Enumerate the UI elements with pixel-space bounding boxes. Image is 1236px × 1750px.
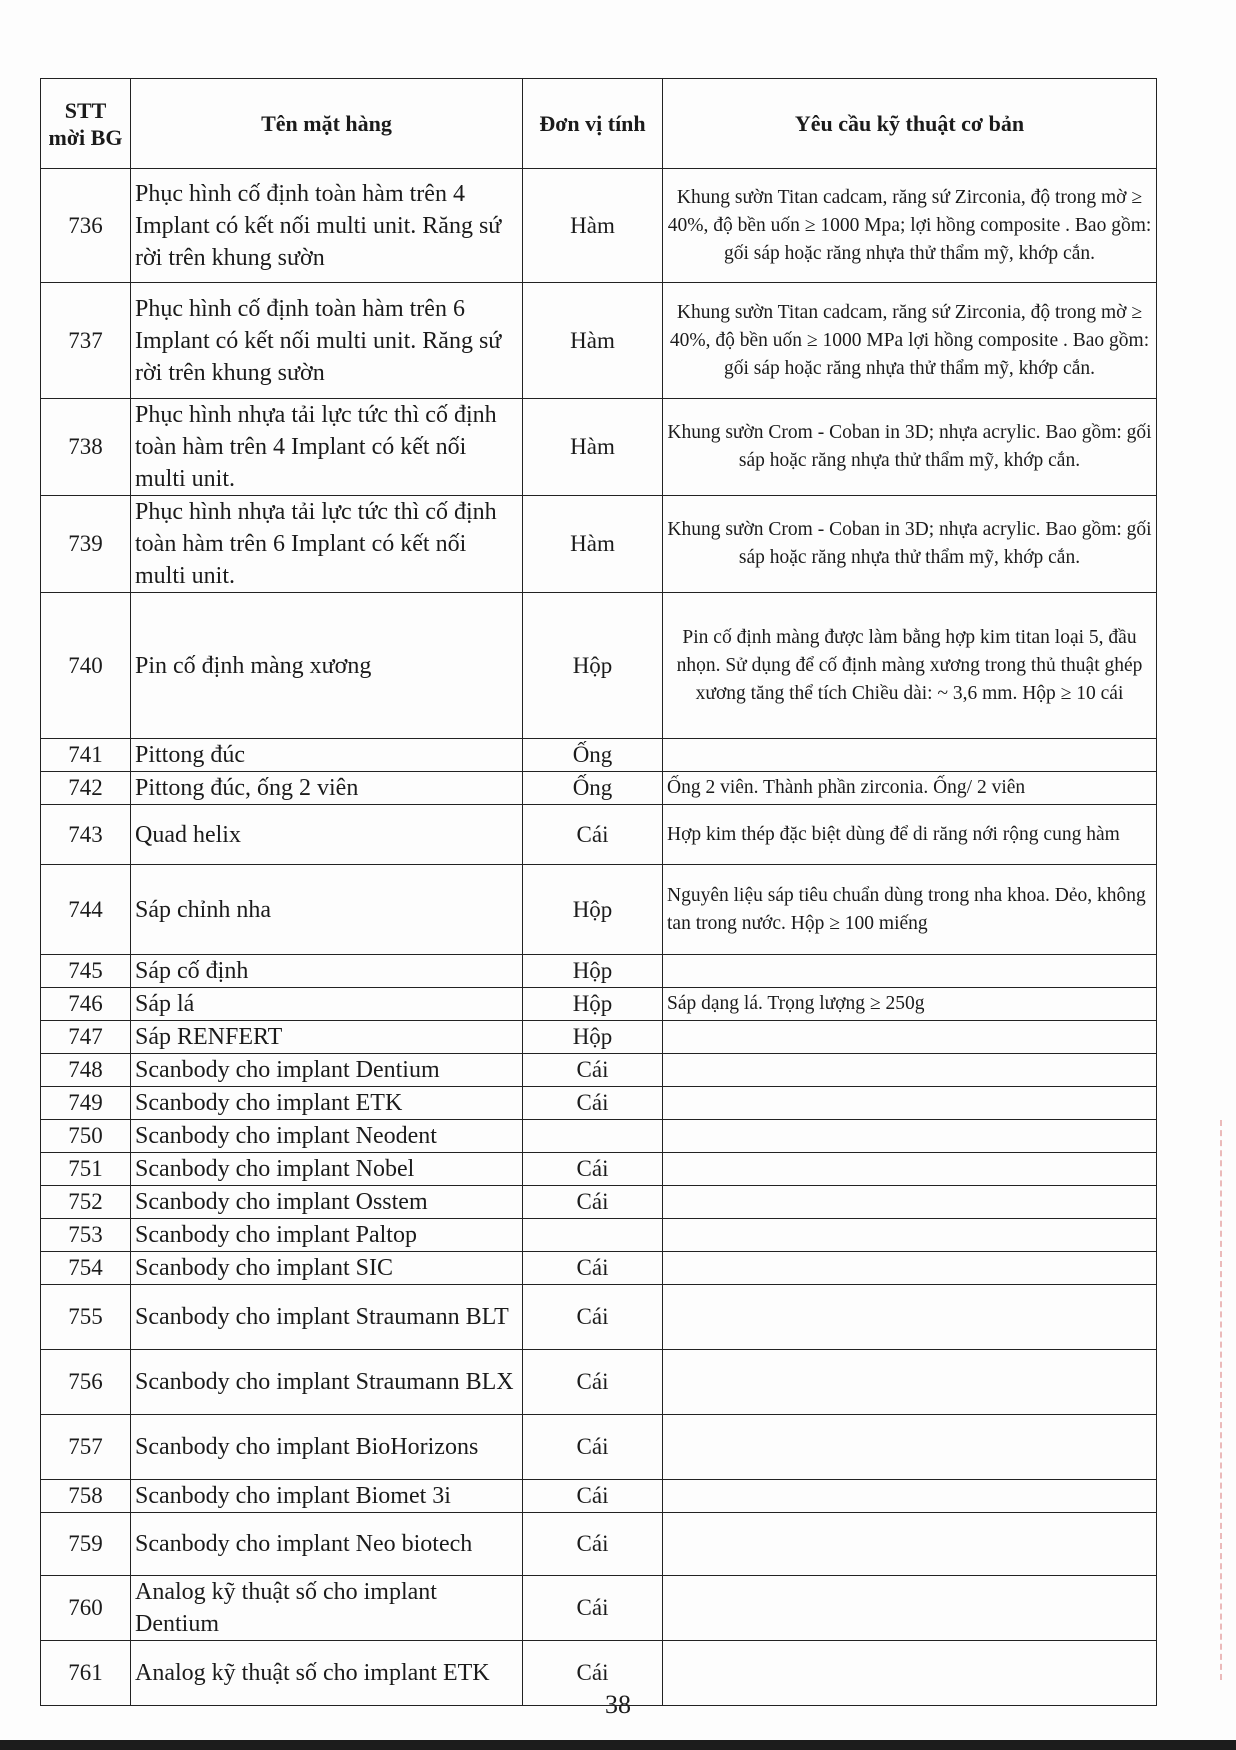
row-unit: Hộp bbox=[523, 865, 663, 955]
row-stt: 751 bbox=[41, 1153, 131, 1186]
row-name: Analog kỹ thuật số cho implant ETK bbox=[131, 1641, 523, 1706]
table-row bbox=[41, 1087, 1157, 1120]
row-unit: Cái bbox=[523, 1087, 663, 1120]
table-row bbox=[41, 1285, 1157, 1350]
row-name: Pittong đúc bbox=[131, 739, 523, 772]
row-stt: 738 bbox=[41, 399, 131, 496]
scan-edge-marks bbox=[1210, 1120, 1222, 1680]
table-row bbox=[41, 1120, 1157, 1153]
row-unit: Cái bbox=[523, 805, 663, 865]
table-row bbox=[41, 988, 1157, 1021]
row-name: Sáp lá bbox=[131, 988, 523, 1021]
row-stt: 747 bbox=[41, 1021, 131, 1054]
table-row bbox=[41, 1054, 1157, 1087]
row-unit: Ống bbox=[523, 772, 663, 805]
row-name: Scanbody cho implant SIC bbox=[131, 1252, 523, 1285]
row-stt: 745 bbox=[41, 955, 131, 988]
header-name: Tên mặt hàng bbox=[131, 79, 523, 169]
table-row bbox=[41, 1186, 1157, 1219]
row-spec: Khung sườn Titan cadcam, răng sứ Zirconia, độ trong mờ ≥ 40%, độ bền uốn ≥ 1000 MPa lợi hồng composite . Bao gồm: gối sáp hoặc răng nhựa thử thẩm mỹ, khớp cắn. bbox=[663, 283, 1157, 399]
row-spec bbox=[663, 1054, 1157, 1087]
row-spec bbox=[663, 1480, 1157, 1513]
row-name: Pin cố định màng xương bbox=[131, 593, 523, 739]
row-stt: 760 bbox=[41, 1576, 131, 1641]
row-spec bbox=[663, 1576, 1157, 1641]
row-unit: Cái bbox=[523, 1054, 663, 1087]
row-unit: Cái bbox=[523, 1350, 663, 1415]
row-spec bbox=[663, 1219, 1157, 1252]
row-stt: 759 bbox=[41, 1513, 131, 1576]
row-unit: Cái bbox=[523, 1252, 663, 1285]
table-row bbox=[41, 1350, 1157, 1415]
row-unit: Hàm bbox=[523, 169, 663, 283]
row-name: Scanbody cho implant Dentium bbox=[131, 1054, 523, 1087]
row-stt: 757 bbox=[41, 1415, 131, 1480]
row-stt: 737 bbox=[41, 283, 131, 399]
row-spec: Sáp dạng lá. Trọng lượng ≥ 250g bbox=[663, 988, 1157, 1021]
row-spec: Khung sườn Titan cadcam, răng sứ Zirconia, độ trong mờ ≥ 40%, độ bền uốn ≥ 1000 Mpa; lợi hồng composite . Bao gồm: gối sáp hoặc răng nhựa thử thẩm mỹ, khớp cắn. bbox=[663, 169, 1157, 283]
row-name: Sáp cố định bbox=[131, 955, 523, 988]
row-name: Pittong đúc, ống 2 viên bbox=[131, 772, 523, 805]
row-spec bbox=[663, 1285, 1157, 1350]
row-stt: 755 bbox=[41, 1285, 131, 1350]
row-spec bbox=[663, 739, 1157, 772]
row-unit: Cái bbox=[523, 1480, 663, 1513]
row-name: Scanbody cho implant Nobel bbox=[131, 1153, 523, 1186]
row-stt: 739 bbox=[41, 496, 131, 593]
row-stt: 740 bbox=[41, 593, 131, 739]
row-spec: Khung sườn Crom - Coban in 3D; nhựa acrylic. Bao gồm: gối sáp hoặc răng nhựa thử thẩm mỹ, khớp cắn. bbox=[663, 496, 1157, 593]
row-name: Phục hình cố định toàn hàm trên 4 Implant có kết nối multi unit. Răng sứ rời trên khung sườn bbox=[131, 169, 523, 283]
row-name: Sáp RENFERT bbox=[131, 1021, 523, 1054]
row-name: Analog kỹ thuật số cho implant Dentium bbox=[131, 1576, 523, 1641]
row-unit: Cái bbox=[523, 1576, 663, 1641]
row-name: Scanbody cho implant BioHorizons bbox=[131, 1415, 523, 1480]
table-row bbox=[41, 1153, 1157, 1186]
row-stt: 756 bbox=[41, 1350, 131, 1415]
row-unit: Hàm bbox=[523, 399, 663, 496]
row-unit bbox=[523, 1219, 663, 1252]
row-stt: 741 bbox=[41, 739, 131, 772]
table-row bbox=[41, 1415, 1157, 1480]
row-name: Scanbody cho implant Neodent bbox=[131, 1120, 523, 1153]
row-unit: Hàm bbox=[523, 283, 663, 399]
row-stt: 752 bbox=[41, 1186, 131, 1219]
row-name: Scanbody cho implant Osstem bbox=[131, 1186, 523, 1219]
row-unit: Cái bbox=[523, 1641, 663, 1706]
row-unit bbox=[523, 1120, 663, 1153]
row-unit: Cái bbox=[523, 1186, 663, 1219]
row-unit: Cái bbox=[523, 1513, 663, 1576]
table-row bbox=[41, 805, 1157, 865]
table-row bbox=[41, 739, 1157, 772]
row-name: Scanbody cho implant Biomet 3i bbox=[131, 1480, 523, 1513]
row-unit: Hộp bbox=[523, 1021, 663, 1054]
row-unit: Hàm bbox=[523, 496, 663, 593]
row-name: Scanbody cho implant Neo biotech bbox=[131, 1513, 523, 1576]
table-row bbox=[41, 1576, 1157, 1641]
row-stt: 749 bbox=[41, 1087, 131, 1120]
table-row bbox=[41, 283, 1157, 399]
row-stt: 742 bbox=[41, 772, 131, 805]
row-spec: Hợp kim thép đặc biệt dùng để di răng nới rộng cung hàm bbox=[663, 805, 1157, 865]
table-row bbox=[41, 1021, 1157, 1054]
table-row bbox=[41, 772, 1157, 805]
header-spec: Yêu cầu kỹ thuật cơ bản bbox=[663, 79, 1157, 169]
row-spec bbox=[663, 1087, 1157, 1120]
table-row bbox=[41, 955, 1157, 988]
row-spec bbox=[663, 1153, 1157, 1186]
row-name: Phục hình cố định toàn hàm trên 6 Implant có kết nối multi unit. Răng sứ rời trên khung sườn bbox=[131, 283, 523, 399]
row-stt: 744 bbox=[41, 865, 131, 955]
table-body bbox=[41, 169, 1157, 1706]
row-unit: Hộp bbox=[523, 955, 663, 988]
table-row bbox=[41, 496, 1157, 593]
row-spec bbox=[663, 955, 1157, 988]
table-row bbox=[41, 1219, 1157, 1252]
row-spec bbox=[663, 1415, 1157, 1480]
row-stt: 743 bbox=[41, 805, 131, 865]
row-name: Scanbody cho implant Straumann BLX bbox=[131, 1350, 523, 1415]
table-row bbox=[41, 169, 1157, 283]
row-spec: Pin cố định màng được làm bằng hợp kim titan loại 5, đầu nhọn. Sử dụng để cố định màng xương trong thủ thuật ghép xương tăng thể tích Chiều dài: ~ 3,6 mm. Hộp ≥ 10 cái bbox=[663, 593, 1157, 739]
row-spec bbox=[663, 1513, 1157, 1576]
scan-bottom-border bbox=[0, 1740, 1236, 1750]
row-name: Sáp chỉnh nha bbox=[131, 865, 523, 955]
row-name: Scanbody cho implant Straumann BLT bbox=[131, 1285, 523, 1350]
row-unit: Hộp bbox=[523, 593, 663, 739]
row-unit: Cái bbox=[523, 1285, 663, 1350]
row-name: Scanbody cho implant ETK bbox=[131, 1087, 523, 1120]
row-spec: Ống 2 viên. Thành phần zirconia. Ống/ 2 viên bbox=[663, 772, 1157, 805]
row-stt: 761 bbox=[41, 1641, 131, 1706]
row-unit: Cái bbox=[523, 1153, 663, 1186]
table-row bbox=[41, 399, 1157, 496]
row-unit: Ống bbox=[523, 739, 663, 772]
row-spec bbox=[663, 1252, 1157, 1285]
row-stt: 748 bbox=[41, 1054, 131, 1087]
items-table bbox=[40, 78, 1157, 1706]
row-stt: 736 bbox=[41, 169, 131, 283]
row-spec: Nguyên liệu sáp tiêu chuẩn dùng trong nha khoa. Dẻo, không tan trong nước. Hộp ≥ 100 miếng bbox=[663, 865, 1157, 955]
page-number: 38 bbox=[605, 1690, 631, 1719]
row-spec bbox=[663, 1120, 1157, 1153]
table-row bbox=[41, 1513, 1157, 1576]
row-stt: 754 bbox=[41, 1252, 131, 1285]
table-row bbox=[41, 1252, 1157, 1285]
row-name: Phục hình nhựa tải lực tức thì cố định toàn hàm trên 6 Implant có kết nối multi unit. bbox=[131, 496, 523, 593]
row-name: Quad helix bbox=[131, 805, 523, 865]
row-unit: Cái bbox=[523, 1415, 663, 1480]
table-header-row bbox=[41, 79, 1157, 169]
row-stt: 758 bbox=[41, 1480, 131, 1513]
row-name: Scanbody cho implant Paltop bbox=[131, 1219, 523, 1252]
row-stt: 746 bbox=[41, 988, 131, 1021]
table-row bbox=[41, 865, 1157, 955]
row-spec bbox=[663, 1021, 1157, 1054]
row-stt: 750 bbox=[41, 1120, 131, 1153]
row-unit: Hộp bbox=[523, 988, 663, 1021]
row-spec: Khung sườn Crom - Coban in 3D; nhựa acrylic. Bao gồm: gối sáp hoặc răng nhựa thử thẩm mỹ, khớp cắn. bbox=[663, 399, 1157, 496]
header-stt: STT mời BG bbox=[41, 79, 131, 169]
table-row bbox=[41, 593, 1157, 739]
table-row bbox=[41, 1480, 1157, 1513]
header-unit: Đơn vị tính bbox=[523, 79, 663, 169]
row-spec bbox=[663, 1350, 1157, 1415]
row-spec bbox=[663, 1186, 1157, 1219]
row-name: Phục hình nhựa tải lực tức thì cố định toàn hàm trên 4 Implant có kết nối multi unit. bbox=[131, 399, 523, 496]
row-stt: 753 bbox=[41, 1219, 131, 1252]
